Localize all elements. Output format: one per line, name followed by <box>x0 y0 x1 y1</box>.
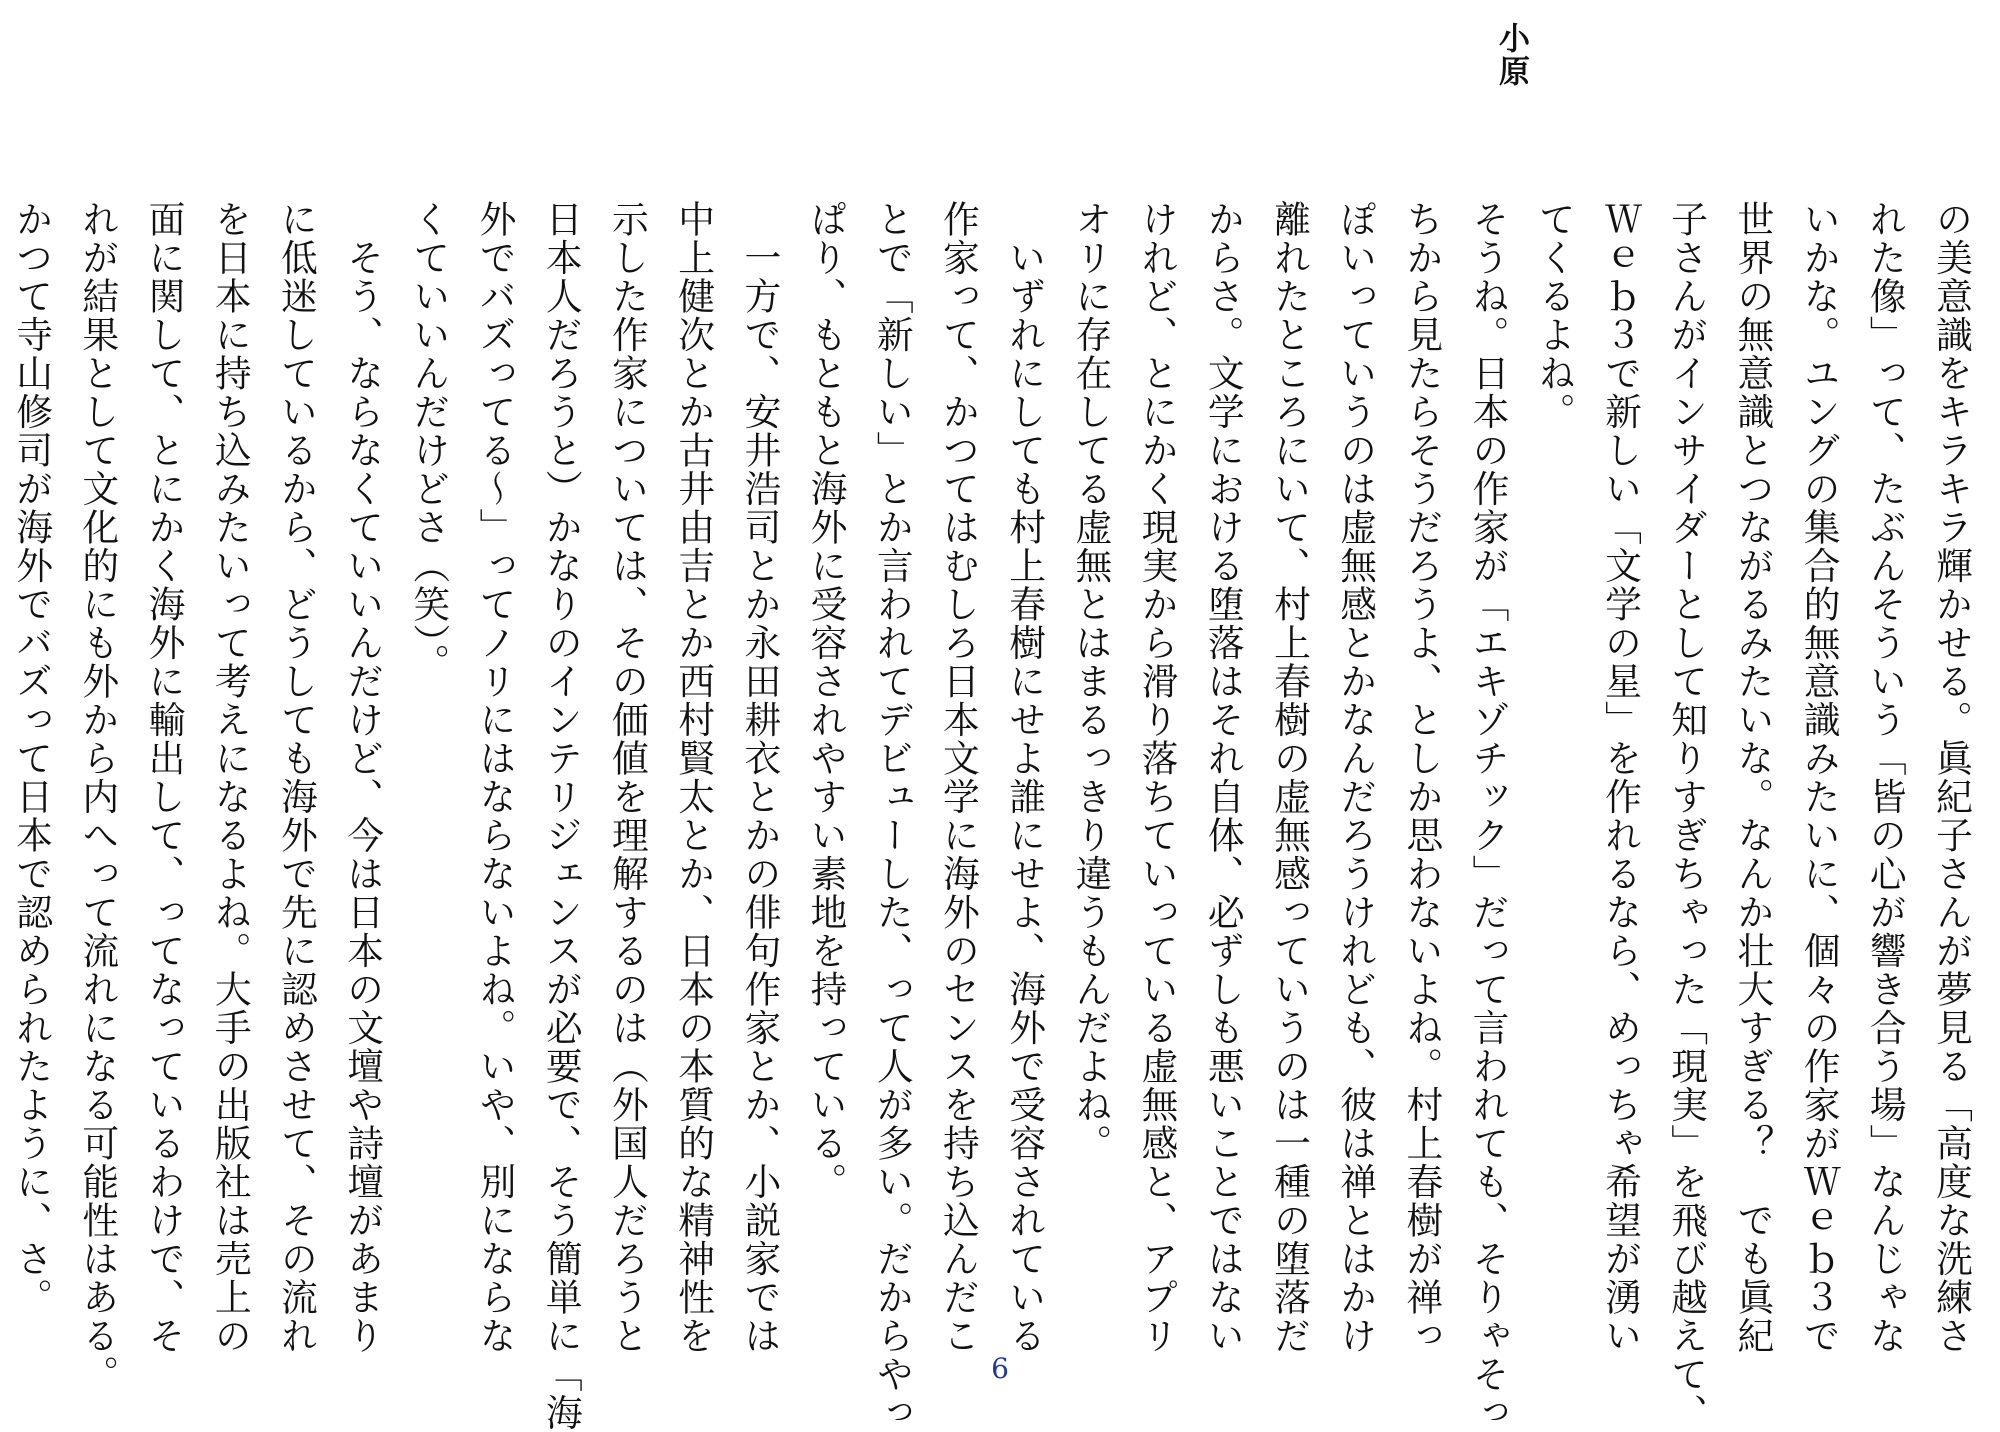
text-column: かつて寺山修司が海外でバズって日本で認められたように、さ。 <box>10 200 54 1317</box>
page-number: 6 <box>991 1352 1009 1385</box>
text-column: とで「新しい」とか言われてデビューした、って人が多い。だからやっ <box>870 200 914 1432</box>
text-column: ぽいっていうのは虚無感とかなんだろうけれども、彼は禅とはかけ <box>1334 200 1378 1355</box>
article-body <box>0 200 1984 1432</box>
text-column: 作家って、かつてはむしろ日本文学に海外のセンスを持ち込んだこ <box>936 200 980 1355</box>
text-column: けれど、とにかく現実から滑り落ちていっている虚無感と、アプリ <box>1135 200 1179 1355</box>
text-column: てくるよね。 <box>1532 200 1576 431</box>
text-column: いかな。ユングの集合的無意識みたいに、個々の作家がＷｅｂ３で <box>1797 200 1841 1355</box>
text-column: を日本に持ち込みたいって考えになるよね。大手の出版社は売上の <box>208 200 252 1355</box>
text-column: からさ。文学における堕落はそれ自体、必ずしも悪いことではない <box>1201 200 1245 1355</box>
text-column: 離れたところにいて、村上春樹の虚無感っていうのは一種の堕落だ <box>1267 200 1311 1355</box>
text-column: ぱり、もともと海外に受容されやすい素地を持っている。 <box>804 200 848 1201</box>
text-column: Ｗｅｂ３で新しい「文学の星」を作れるなら、めっちゃ希望が湧い <box>1598 200 1642 1355</box>
text-column: の美意識をキラキラ輝かせる。眞紀子さんが夢見る「高度な洗練さ <box>1930 200 1973 1355</box>
text-column: そう、ならなくていいんだけど、今は日本の文壇や詩壇があまり <box>341 200 385 1355</box>
text-column: 世界の無意識とつながるみたいな。なんか壮大すぎる？ でも眞紀 <box>1731 200 1775 1355</box>
text-column: れが結果として文化的にも外から内へって流れになる可能性はある。 <box>76 200 120 1394</box>
text-column: ちから見たらそうだろうよ、としか思わないよね。村上春樹が禅っ <box>1400 200 1444 1355</box>
text-column: 外でバズってる～」ってノリにはならないよね。いや、別にならな <box>473 200 517 1355</box>
text-column: 日本人だろうと）かなりのインテリジェンスが必要で、そう簡単に「海 <box>539 200 583 1432</box>
text-column: れた像」って、たぶんそういう「皆の心が響き合う場」なんじゃな <box>1863 200 1907 1355</box>
text-column: 中上健次とか古井由吉とか西村賢太とか、日本の本質的な精神性を <box>672 200 716 1355</box>
speaker-name: 小原 <box>1493 22 1529 88</box>
text-column: 示した作家については、その価値を理解するのは（外国人だろうと <box>605 200 649 1355</box>
text-column: くていいんだけどさ（笑）。 <box>407 200 451 683</box>
text-column: オリに存在してる虚無とはまるっきり違うもんだよね。 <box>1069 200 1113 1163</box>
text-column: 子さんがインサイダーとして知りすぎちゃった「現実」を飛び越えて、 <box>1665 200 1709 1432</box>
text-column: いずれにしても村上春樹にせよ誰にせよ、海外で受容されている <box>1003 200 1047 1355</box>
text-column: そうね。日本の作家が「エキゾチック」だって言われても、そりゃそっ <box>1466 200 1510 1432</box>
text-column: 一方で、安井浩司とか永田耕衣とかの俳句作家とか、小説家では <box>738 200 782 1355</box>
text-column: に低迷しているから、どうしても海外で先に認めさせて、その流れ <box>274 200 318 1355</box>
text-column: 面に関して、とにかく海外に輸出して、ってなっているわけで、そ <box>142 200 186 1355</box>
